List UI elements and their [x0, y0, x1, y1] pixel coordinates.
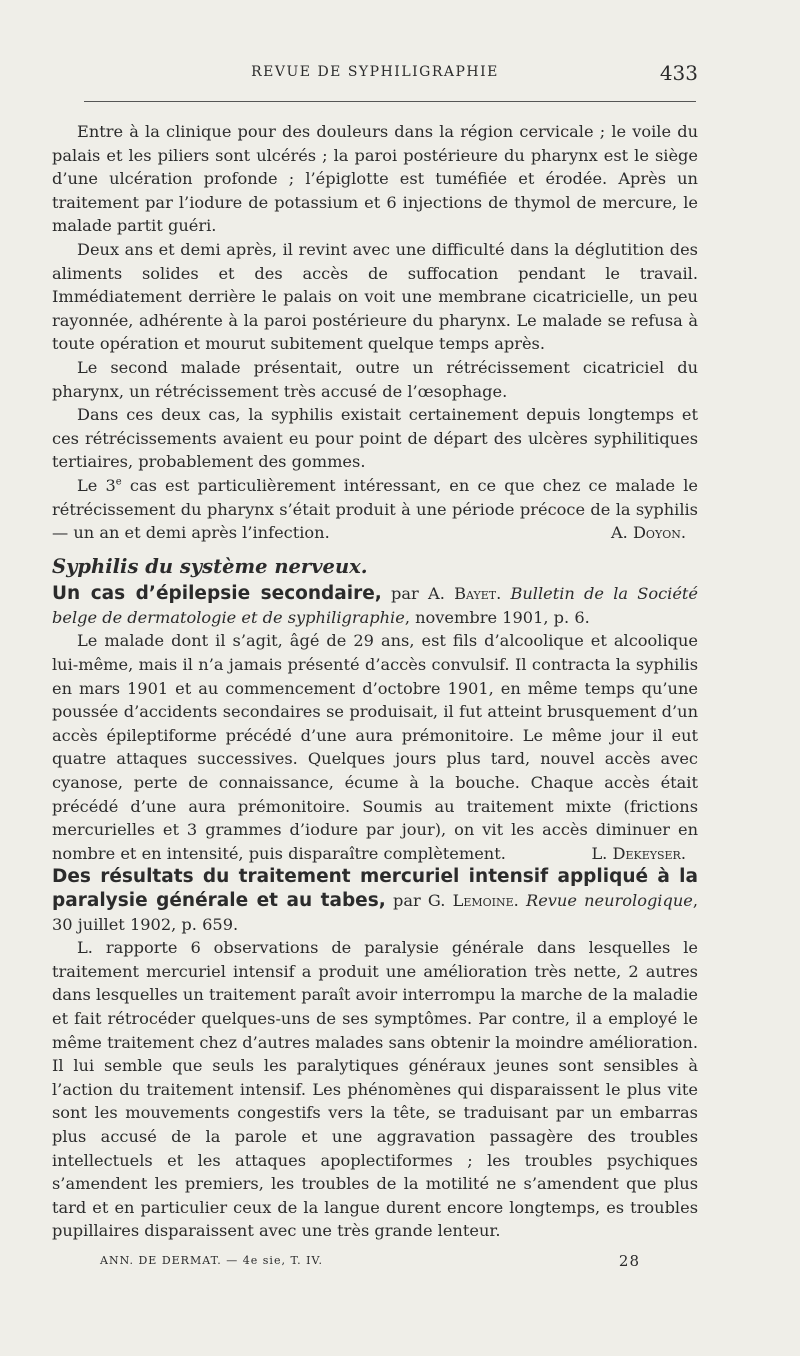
- article-title: Des résultats du traitement mercuriel intensif appliqué à la paralysie générale et au tabes,: [52, 866, 698, 911]
- paragraph: Entre à la clinique pour des douleurs dans la région cervicale ; le voile du palais et les piliers sont ulcérés ; la paroi postérieure du pharynx est le siège d’une ulcération profonde ; l’épiglotte est tuméfiée et érodée. Après un traitement par l’iodure de potassium et 6 injections de thymol de mercure, le malade partit guéri.: [52, 122, 698, 236]
- article-paragraph: Le malade dont il s’agit, âgé de 29 ans, est fils d’alcoolique et alcoolique lui-même, mais il n’a jamais présenté d’accès convulsif. Il contracta la syphilis en mars 1901 et au commencement d’octobre 1901, en même temps qu’une poussée d’accidents secondaires se produisait, il fut atteint brusquement d’un accès épileptiforme précédé d’une aura prémonitoire. Le même jour il eut quatre attaques successives. Quelques jours plus tard, nouvel accès avec cyanose, perte de connaissance, écume à la bouche. Chaque accès était précédé d’une aura prémonitoire. Soumis au traitement mixte (frictions mercurielles et 3 grammes d’iodure par jour), on vit les accès diminuer en nombre et en intensité, puis disparaître complètement.: [52, 631, 698, 863]
- footer-journal: ANN. DE DERMAT. — 4e sie, T. IV.: [100, 1254, 324, 1267]
- body-text: [52, 120, 698, 1243]
- article-heading: [52, 865, 698, 936]
- paragraph: Le second malade présentait, outre un rétrécissement cicatriciel du pharynx, un rétrécissement très accusé de l’œsophage.: [52, 357, 698, 401]
- article-by: par A.: [381, 584, 455, 604]
- page-number: 433: [659, 61, 698, 85]
- paragraph: Dans ces deux cas, la syphilis existait certainement depuis longtemps et ces rétrécissements avaient eu pour point de départ des ulcères syphilitiques tertiaires, probablement des gommes.: [52, 405, 698, 472]
- article-citation: , novembre 1901, p. 6.: [404, 607, 590, 627]
- third-case-prefix: Le 3: [77, 475, 116, 495]
- article-author: Lemoine: [452, 891, 514, 910]
- paragraph-third-case: [52, 474, 698, 545]
- article-sep: .: [513, 891, 526, 910]
- article-citation: , 30 juillet 1902, p. 659.: [52, 891, 699, 934]
- article-by: par G.: [385, 891, 453, 910]
- page-header: [52, 61, 698, 88]
- article-journal: Bulletin de la Société belge de dermatologie et de syphiligraphie: [52, 584, 699, 627]
- signature: A. Doyon.: [610, 523, 686, 543]
- article-title: Un cas d’épilepsie secondaire,: [52, 583, 382, 605]
- footer-signature-number: 28: [618, 1252, 640, 1270]
- article-journal: Revue neurologique: [526, 891, 693, 910]
- third-case-text: cas est particulièrement intéressant, en ce que chez ce malade le rétrécissement du pharynx s’était produit à une période précoce de la syphilis — un an et demi après l’infection.: [52, 475, 698, 543]
- article-heading: [52, 582, 698, 629]
- header-rule: [84, 101, 696, 102]
- article-sep: .: [496, 584, 511, 604]
- article-author: Bayet: [454, 584, 497, 604]
- superscript: e: [115, 476, 122, 488]
- section-heading: Syphilis du système nerveux.: [52, 554, 368, 578]
- paragraph: Deux ans et demi après, il revint avec une difficulté dans la déglutition des aliments solides et des accès de suffocation pendant le travail. Immédiatement derrière le palais on voit une membrane cicatricielle, un peu rayonnée, adhérente à la paroi postérieure du pharynx. Le malade se refusa à toute opération et mourut subitement quelque temps après.: [52, 239, 698, 354]
- running-title: REVUE DE SYPHILIGRAPHIE: [251, 64, 499, 80]
- article-body: [52, 629, 698, 865]
- signature: L. Dekeyser.: [591, 843, 686, 863]
- article-paragraph: L. rapporte 6 observations de paralysie générale dans lesquelles le traitement mercuriel intensif a produit une amélioration très nette, 2 autres dans lesquelles un traitement paraît avoir interrompu la marche de la maladie et fait rétrocéder quelques-uns de ses symptômes. Par contre, il a employé le même traitement chez d’autres malades sans obtenir la moindre amélioration. Il lui semble que seuls les paralytiques généraux jeunes sont sensibles à l’action du traitement intensif. Les phénomènes qui disparaissent le plus vite sont les mouvements congestifs vers la tête, se traduisant par un embarras plus accusé de la parole et une aggravation passagère des troubles intellectuels et les attaques apoplectiformes ; les troubles psychiques s’amendent les premiers, les troubles de la motilité ne s’amendent que plus tard et en particulier ceux de la langue durent encore longtemps, es troubles pupillaires disparaissent avec une très grande lenteur.: [52, 938, 698, 1241]
